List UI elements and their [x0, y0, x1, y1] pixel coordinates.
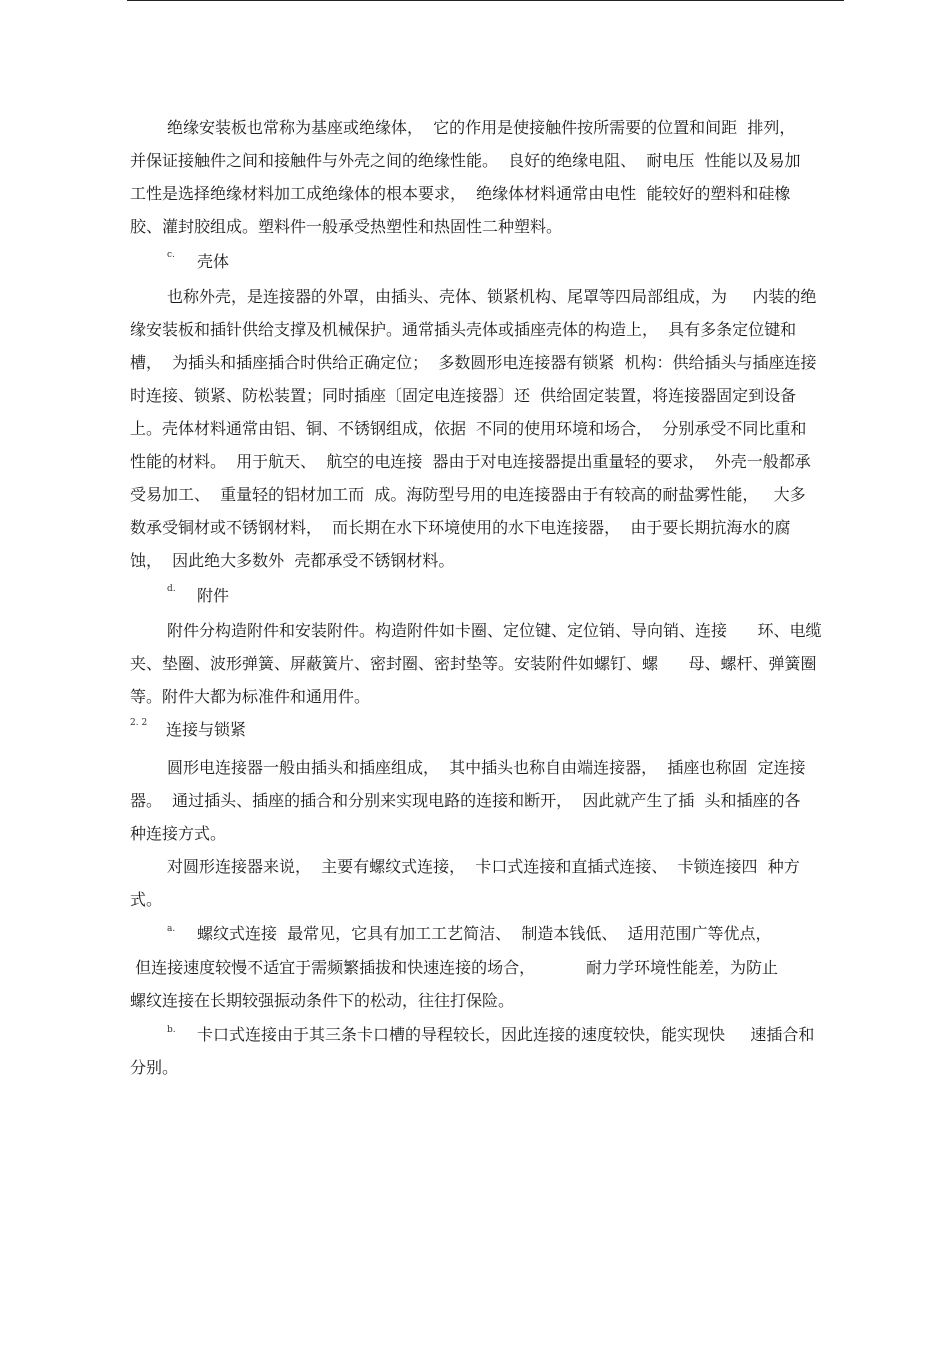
- paragraph-line: 受易加工、 重量轻的铝材加工而 成。海防型号用的电连接器由于有较高的耐盐雾性能， 大多: [130, 485, 806, 504]
- paragraph-line: 时连接、锁紧、防松装置；同时插座〔固定电连接器〕还 供给固定装置，将连接器固定到设备: [130, 386, 797, 405]
- paragraph-line: 附件分构造附件和安装附件。构造附件如卡圈、定位键、定位销、导向销、连接 环、电缆: [167, 621, 822, 640]
- paragraph-line: 工性是选择绝缘材料加工成绝缘体的根本要求， 绝缘体材料通常由电性 能较好的塑料和硅橡: [130, 184, 791, 203]
- heading-accessory: 附件: [197, 586, 230, 605]
- paragraph-line: 对圆形连接器来说， 主要有螺纹式连接， 卡口式连接和直插式连接、 卡锁连接四 种方: [167, 857, 800, 876]
- paragraph-line: 胶、灌封胶组成。塑料件一般承受热塑性和热固性二种塑料。: [130, 217, 563, 236]
- paragraph-line: 种连接方式。: [130, 824, 227, 843]
- heading-connect-lock: 连接与锁紧: [166, 720, 247, 739]
- list-marker-b: b.: [167, 1025, 176, 1035]
- list-marker-d: d.: [167, 584, 176, 594]
- paragraph-line: 性能的材料。 用于航天、 航空的电连接 器由于对电连接器提出重量轻的要求， 外壳一般都承: [130, 452, 811, 471]
- paragraph-line: 等。附件大都为标准件和通用件。: [130, 687, 371, 706]
- section-number: 2. 2: [130, 718, 148, 728]
- paragraph-line: 并保证接触件之间和接触件与外壳之间的绝缘性能。 良好的绝缘电阻、 耐电压 性能以及易加: [130, 151, 801, 170]
- paragraph-line: 器。 通过插头、插座的插合和分别来实现电路的连接和断开， 因此就产生了插 头和插座的各: [130, 791, 801, 810]
- paragraph-line: 绝缘安装板也常称为基座或绝缘体， 它的作用是使接触件按所需要的位置和间距 排列，: [167, 118, 796, 137]
- paragraph-line: 缘安装板和插针供给支撑及机械保护。通常插头壳体或插座壳体的构造上， 具有多条定位键和: [130, 320, 797, 339]
- paragraph-line: 圆形电连接器一般由插头和插座组成， 其中插头也称自由端连接器， 插座也称固 定连接: [167, 758, 806, 777]
- paragraph-line: 卡口式连接由于其三条卡口槽的导程较长，因此连接的速度较快，能实现快 速插合和: [197, 1025, 815, 1044]
- list-marker-c: c.: [167, 250, 175, 260]
- paragraph-line: 分别。: [130, 1058, 179, 1077]
- paragraph-line: 上。壳体材料通常由铝、铜、不锈钢组成，依据 不同的使用环境和场合， 分别承受不同比重和: [130, 419, 807, 438]
- paragraph-line: 也称外壳，是连接器的外罩，由插头、壳体、锁紧机构、尾罩等四局部组成，为 内装的绝: [167, 287, 817, 306]
- top-rule: [127, 0, 844, 1]
- paragraph-line: 数承受铜材或不锈钢材料， 而长期在水下环境使用的水下电连接器， 由于要长期抗海水的腐: [130, 518, 791, 537]
- heading-shell: 壳体: [197, 252, 230, 271]
- list-marker-a: a.: [167, 924, 176, 934]
- paragraph-line: 但连接速度较慢不适宜于需频繁插拔和快速连接的场合， 耐力学环境性能差，为防止: [130, 958, 778, 977]
- paragraph-line: 槽， 为插头和插座插合时供给正确定位； 多数圆形电连接器有锁紧 机构：供给插头与插座连接: [130, 353, 817, 372]
- paragraph-line: 螺纹式连接 最常见，它具有加工工艺简洁、 制造本钱低、 适用范围广等优点，: [197, 924, 772, 943]
- paragraph-line: 式。: [130, 890, 163, 909]
- paragraph-line: 蚀， 因此绝大多数外 壳都承受不锈钢材料。: [130, 551, 455, 570]
- paragraph-line: 夹、垫圈、波形弹簧、屏蔽簧片、密封圈、密封垫等。安装附件如螺钉、螺 母、螺杆、弹簧圈: [130, 654, 817, 673]
- paragraph-line: 螺纹连接在长期较强振动条件下的松动，往往打保险。: [130, 991, 515, 1010]
